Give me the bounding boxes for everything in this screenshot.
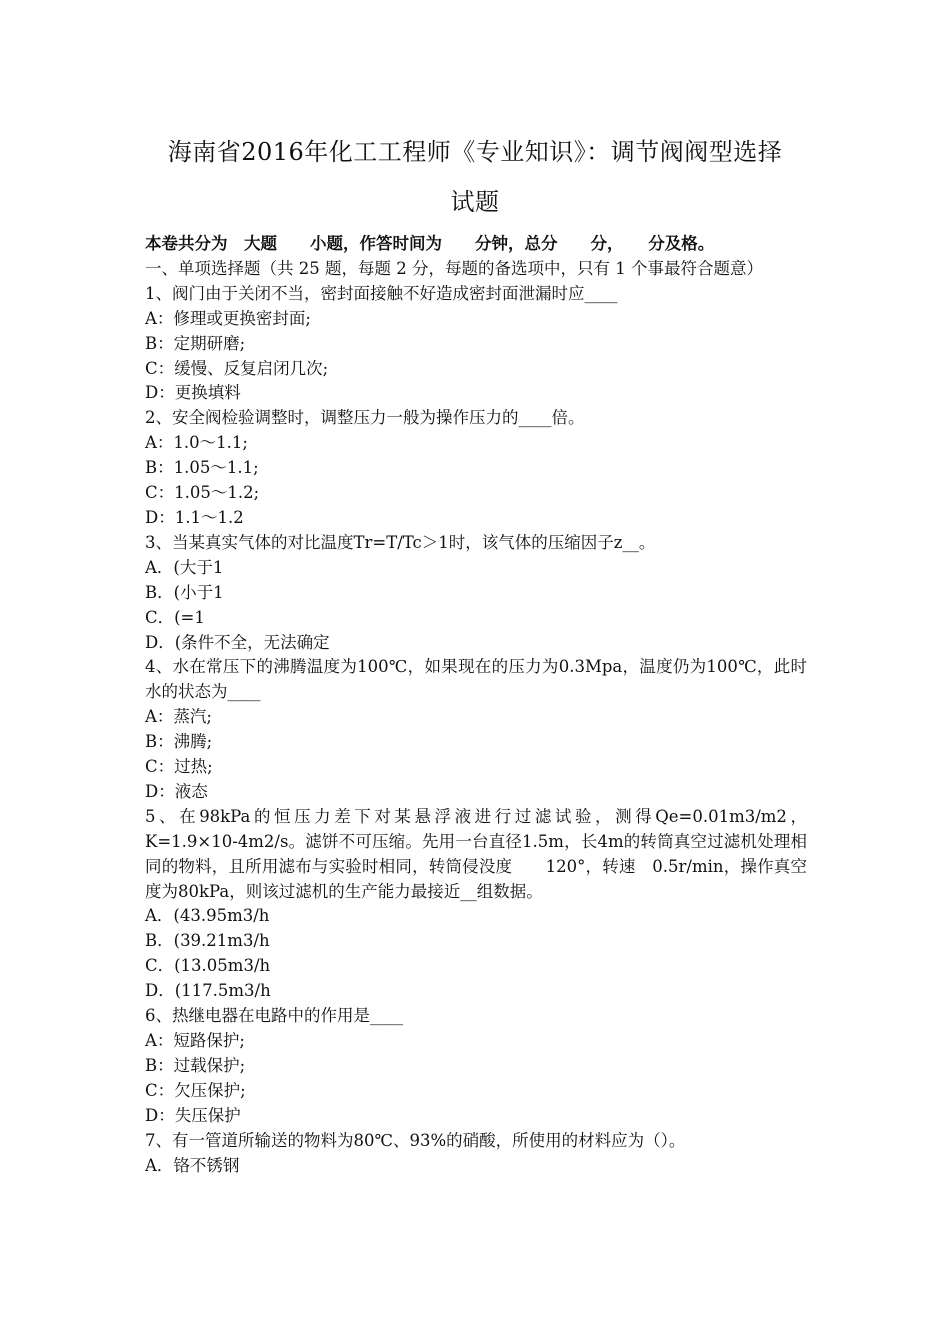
question <box>145 805 807 1004</box>
question-option: C：缓慢、反复启闭几次; <box>145 358 329 378</box>
question-stem: 7、有一管道所输送的物料为80℃、93%的硝酸，所使用的材料应为（）。 <box>145 1130 686 1150</box>
question-option: B．(39.21m3/h <box>145 931 270 951</box>
question-option: D：1.1～1.2 <box>145 507 244 527</box>
question-option: C．(13.05m3/h <box>145 956 271 976</box>
question <box>145 282 807 407</box>
question-option: B．(小于1 <box>145 582 224 602</box>
question-option: A：修理或更换密封面; <box>145 308 311 328</box>
document-title-continued: 试题 <box>450 188 500 216</box>
question-option: C：过热; <box>145 757 213 777</box>
document-body <box>145 232 807 1178</box>
section-heading: 一、单项选择题（共 25 题，每题 2 分，每题的备选项中，只有 1 个事最符合题意） <box>145 258 763 278</box>
question-option: B：过载保护; <box>145 1055 246 1075</box>
question <box>145 655 807 804</box>
question-option: A：短路保护; <box>145 1031 245 1050</box>
question-option: B：定期研磨; <box>145 333 246 353</box>
question-option: D：更换填料 <box>145 383 241 403</box>
document-title: 海南省2016年化工工程师《专业知识》：调节阀阀型选择 <box>167 138 783 166</box>
question-stem: 5、在98kPa的恒压力差下对某悬浮液进行过滤试验，测得Qe=0.01m3/m2，K=1.9×10-4m2/s。滤饼不可压缩。先用一台直径1.5m，长4m的转筒真空过滤机处理相同的物料，且所用滤布与实验时相同，转筒侵没度 120°，转速 0.5r/min，操作真空度为80kPa，则该过滤机的生产能力最接近__组数据。 <box>145 806 807 901</box>
question <box>145 531 807 656</box>
question-option: D．(117.5m3/h <box>145 981 271 1001</box>
question <box>145 1004 807 1129</box>
question <box>145 406 807 531</box>
question-stem: 6、热继电器在电路中的作用是____ <box>145 1006 403 1026</box>
question-stem: 3、当某真实气体的对比温度Tr=T/Tc＞1时，该气体的压缩因子z__。 <box>145 532 656 552</box>
question-option: A．铬不锈钢 <box>145 1155 240 1175</box>
question-option: C：1.05～1.2; <box>145 483 260 503</box>
exam-header-note: 本卷共分为 大题 小题，作答时间为 分钟，总分 分， 分及格。 <box>145 234 715 253</box>
question-option: A：蒸汽; <box>145 707 212 727</box>
question-option: A：1.0～1.1; <box>145 433 248 453</box>
question-option: B：1.05～1.1; <box>145 458 259 478</box>
question-stem: 4、水在常压下的沸腾温度为100℃，如果现在的压力为0.3Mpa，温度仍为100℃，此时水的状态为____ <box>145 657 807 702</box>
question-option: C．(=1 <box>145 607 205 627</box>
question-option: B：沸腾; <box>145 732 213 752</box>
question-option: C：欠压保护; <box>145 1080 246 1100</box>
question-option: D：液态 <box>145 781 208 801</box>
question-option: D：失压保护 <box>145 1105 241 1125</box>
question-option: D．(条件不全，无法确定 <box>145 632 330 652</box>
question-stem: 1、阀门由于关闭不当，密封面接触不好造成密封面泄漏时应____ <box>145 283 618 303</box>
question-option: A．(43.95m3/h <box>145 906 270 926</box>
question <box>145 1129 807 1179</box>
question-option: A．(大于1 <box>145 557 224 577</box>
question-stem: 2、安全阀检验调整时，调整压力一般为操作压力的____倍。 <box>145 408 585 428</box>
